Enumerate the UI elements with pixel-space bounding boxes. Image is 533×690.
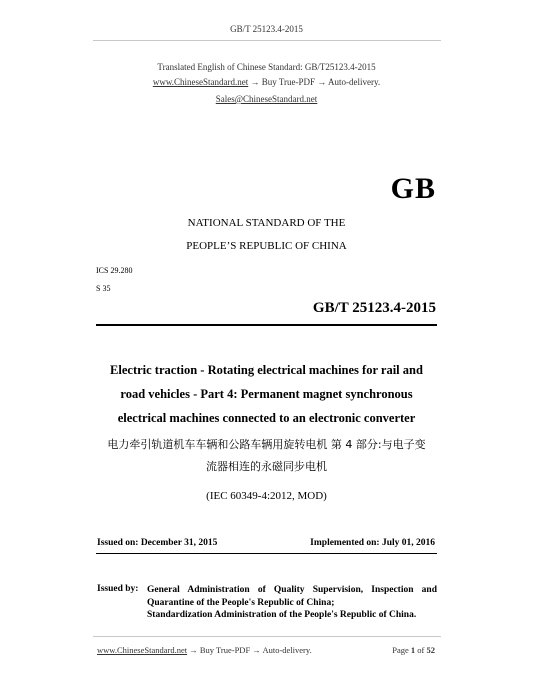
email-link[interactable]: Sales@ChineseStandard.net <box>215 94 318 104</box>
national-standard-heading: NATIONAL STANDARD OF THE <box>187 217 346 229</box>
issued-by-label: Issued by: <box>97 584 139 594</box>
page-number: 1 <box>410 645 416 655</box>
issuer-text <box>147 584 437 622</box>
standard-number-rule <box>96 324 437 326</box>
promo-buy-text: → Buy True-PDF → Auto-delivery. <box>248 77 381 87</box>
page-total: 52 <box>426 645 435 655</box>
footer-site-link[interactable]: www.ChineseStandard.net <box>97 645 188 655</box>
header-divider <box>93 40 441 41</box>
issuer-line: Standardization Administration of the People's Republic of China. <box>147 610 417 620</box>
title-en-line: road vehicles - Part 4: Permanent magnet synchronous <box>120 387 413 401</box>
page-prefix: Page <box>392 645 411 655</box>
title-chinese <box>80 434 453 478</box>
standard-number: GB/T 25123.4-2015 <box>312 300 436 316</box>
running-header: GB/T 25123.4-2015 <box>230 24 303 34</box>
footer-buy-text: → Buy True-PDF → Auto-delivery. <box>187 645 312 655</box>
gb-mark: GB <box>390 172 436 205</box>
page-indicator <box>392 645 435 655</box>
site-link[interactable]: www.ChineseStandard.net <box>152 77 249 87</box>
footer-promo <box>97 645 312 655</box>
title-en-line: electrical machines connected to an electronic converter <box>117 411 416 425</box>
classification-code: S 35 <box>96 284 111 293</box>
implemented-date: Implemented on: July 01, 2016 <box>310 538 435 548</box>
iec-reference: (IEC 60349-4:2012, MOD) <box>206 490 327 502</box>
email-line <box>0 94 533 104</box>
dates-divider <box>96 553 437 554</box>
page-of: of <box>415 645 427 655</box>
promo-line <box>0 77 533 87</box>
prc-heading: PEOPLE’S REPUBLIC OF CHINA <box>186 240 347 252</box>
title-english <box>80 358 453 430</box>
ics-code: ICS 29.280 <box>96 266 133 275</box>
translation-note: Translated English of Chinese Standard: GB/T25123.4-2015 <box>157 62 376 72</box>
title-cn-line: 流器相连的永磁同步电机 <box>206 460 327 473</box>
title-cn-line: 电力牵引轨道机车车辆和公路车辆用旋转电机 第 4 部分:与电子变 <box>107 438 426 451</box>
issued-date: Issued on: December 31, 2015 <box>97 538 218 548</box>
title-en-line: Electric traction - Rotating electrical machines for rail and <box>110 363 423 377</box>
issuer-line: General Administration of Quality Supervision, Inspection and Quarantine of the People's Republic of China; <box>147 585 437 608</box>
footer-divider <box>93 636 441 637</box>
